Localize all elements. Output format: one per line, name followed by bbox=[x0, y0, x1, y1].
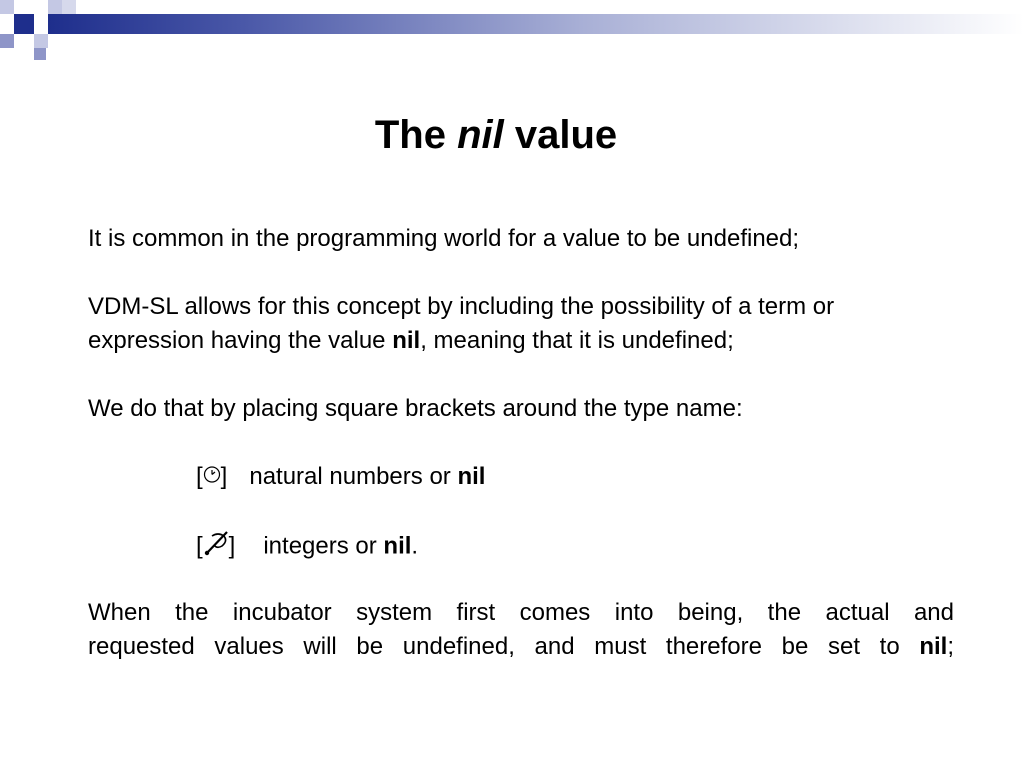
paragraph-incubator-system: When the incubator system first comes into being, the actual and requested values will be undefined, and must therefore be set to nil; bbox=[88, 599, 954, 660]
integers-symbol-icon bbox=[203, 528, 229, 566]
header-decoration bbox=[0, 0, 1024, 60]
header-square bbox=[34, 34, 48, 48]
header-square bbox=[0, 34, 14, 48]
header-square bbox=[48, 0, 62, 14]
header-square bbox=[34, 48, 46, 60]
header-square bbox=[14, 14, 34, 34]
header-square bbox=[34, 0, 48, 14]
header-gradient-bar bbox=[48, 14, 1024, 34]
paragraph-undefined-values: It is common in the programming world for a value to be undefined; bbox=[88, 225, 800, 252]
nil-keyword: nil bbox=[392, 327, 421, 354]
header-square bbox=[0, 0, 14, 14]
header-square bbox=[62, 0, 76, 14]
nil-keyword: nil bbox=[919, 633, 948, 660]
nil-keyword: nil bbox=[383, 532, 412, 560]
slide-title: The nil value bbox=[374, 113, 618, 157]
type-example-natural: [ ] natural numbers or nil bbox=[196, 460, 485, 495]
paragraph-square-brackets: We do that by placing square brackets around the type name: bbox=[88, 395, 743, 422]
header-square bbox=[14, 34, 28, 48]
type-example-integers: [ ] integers or nil. bbox=[196, 528, 418, 566]
title-italic-word: nil bbox=[457, 113, 504, 157]
nil-keyword: nil bbox=[457, 463, 486, 490]
natural-numbers-symbol-icon bbox=[203, 461, 221, 495]
paragraph-vdm-sl-concept: VDM-SL allows for this concept by including the possibility of a term or expression having the value nil, meaning that it is undefined; bbox=[88, 293, 835, 354]
